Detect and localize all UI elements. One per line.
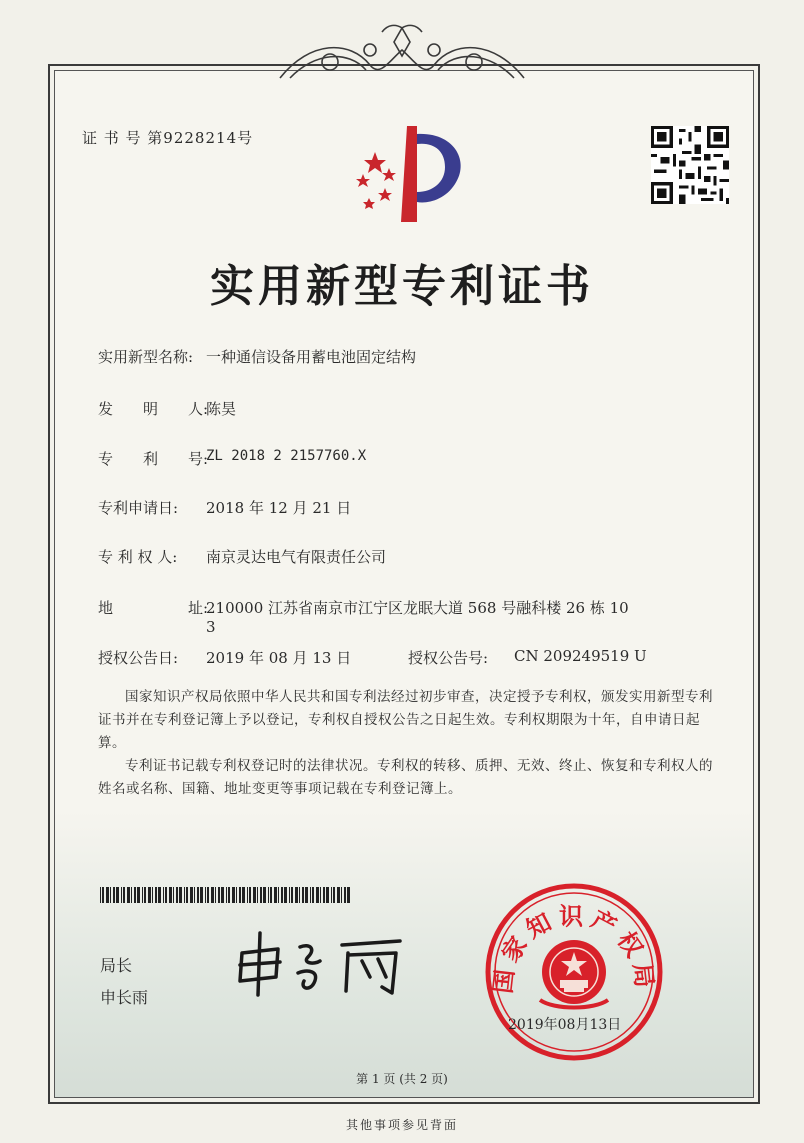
- utility-model-name-label: 实用新型名称:: [98, 348, 194, 366]
- address-value-line2: 3: [206, 618, 216, 636]
- barcode-bar: [320, 887, 321, 903]
- barcode-bar: [270, 887, 272, 903]
- barcode-bar: [127, 887, 130, 903]
- barcode-bar: [176, 887, 178, 903]
- barcode-bar: [344, 887, 346, 903]
- barcode-bar: [169, 887, 172, 903]
- address-value-line1: 210000 江苏省南京市江宁区龙眠大道 568 号融科楼 26 栋 10: [206, 599, 629, 617]
- application-date-value: 2018 年 12 月 21 日: [206, 499, 352, 517]
- barcode-bar: [291, 887, 293, 903]
- barcode-bar: [249, 887, 251, 903]
- barcode-bar: [113, 887, 115, 903]
- barcode-bar: [232, 887, 235, 903]
- barcode-bar: [142, 887, 143, 903]
- barcode-bar: [173, 887, 174, 903]
- barcode-bar: [295, 887, 298, 903]
- barcode-bar: [190, 887, 193, 903]
- patent-number-value: ZL 2018 2 2157760.X: [206, 448, 367, 464]
- barcode-bar: [137, 887, 140, 903]
- handwritten-signature: [230, 925, 430, 1000]
- seal-date: 2019年08月13日: [508, 1017, 622, 1033]
- barcode-bar: [207, 887, 209, 903]
- application-date-label: 专利申请日:: [98, 499, 179, 517]
- barcode-bar: [302, 887, 304, 903]
- barcode-bar: [211, 887, 214, 903]
- barcode-bar: [274, 887, 277, 903]
- certificate-number: 证 书 号 第9228214号: [82, 129, 254, 147]
- barcode-bar: [144, 887, 146, 903]
- statement-paragraph-2: 专利证书记载专利权登记时的法律状况。专利权的转移、质押、无效、终止、恢复和专利权人的姓名或名称、国籍、地址变更等事项记载在专利登记簿上。: [98, 758, 713, 797]
- barcode-bar: [247, 887, 248, 903]
- barcode-bar: [326, 887, 329, 903]
- barcode-bar: [263, 887, 266, 903]
- barcode-bar: [165, 887, 167, 903]
- grant-date-value: 2019 年 08 月 13 日: [206, 649, 352, 667]
- barcode: [100, 887, 350, 903]
- inventor-value: 陈昊: [206, 400, 237, 418]
- barcode-bar: [310, 887, 311, 903]
- barcode-bar: [305, 887, 308, 903]
- patentee-value: 南京灵达电气有限责任公司: [206, 548, 387, 566]
- utility-model-name-value: 一种通信设备用蓄电池固定结构: [206, 348, 417, 366]
- grant-number-label: 授权公告号:: [408, 649, 489, 667]
- barcode-bar: [197, 887, 199, 903]
- barcode-bar: [123, 887, 125, 903]
- barcode-bar: [155, 887, 157, 903]
- barcode-bar: [158, 887, 161, 903]
- barcode-bar: [163, 887, 164, 903]
- barcode-bar: [194, 887, 195, 903]
- barcode-bar: [200, 887, 203, 903]
- barcode-bar: [347, 887, 350, 903]
- inventor-label: 发 明 人:: [98, 400, 209, 418]
- barcode-bar: [281, 887, 283, 903]
- barcode-bar: [186, 887, 188, 903]
- patent-number-label: 专 利 号:: [98, 450, 209, 468]
- patentee-label: 专 利 权 人:: [98, 548, 178, 566]
- barcode-bar: [148, 887, 151, 903]
- barcode-bar: [299, 887, 300, 903]
- barcode-bar: [152, 887, 153, 903]
- barcode-bar: [121, 887, 122, 903]
- barcode-bar: [205, 887, 206, 903]
- barcode-bar: [331, 887, 332, 903]
- top-ornament: [270, 20, 534, 90]
- barcode-bar: [257, 887, 258, 903]
- barcode-bar: [106, 887, 109, 903]
- statement-paragraph-1: 国家知识产权局依照中华人民共和国专利法经过初步审查，决定授予专利权，颁发实用新型专利证书并在专利登记簿上予以登记，专利权自授权公告之日起生效。专利权期限为十年，自申请日起算。: [98, 689, 713, 751]
- grant-date-label: 授权公告日:: [98, 649, 179, 667]
- director-title: 局长: [100, 956, 133, 975]
- barcode-bar: [284, 887, 287, 903]
- address-label: 地 址:: [98, 599, 209, 617]
- page-indicator: 第 1 页 (共 2 页): [356, 1072, 448, 1086]
- director-name: 申长雨: [100, 988, 149, 1007]
- barcode-bar: [179, 887, 182, 903]
- barcode-bar: [226, 887, 227, 903]
- barcode-bar: [289, 887, 290, 903]
- patent-office-logo: [345, 122, 475, 227]
- barcode-bar: [184, 887, 185, 903]
- barcode-bar: [242, 887, 245, 903]
- barcode-bar: [221, 887, 224, 903]
- barcode-bar: [131, 887, 132, 903]
- seal-text: 国家知识产权局: [488, 902, 660, 995]
- footer-note: 其他事项参见背面: [345, 1118, 458, 1132]
- barcode-bar: [278, 887, 279, 903]
- barcode-bar: [268, 887, 269, 903]
- barcode-bar: [134, 887, 136, 903]
- barcode-bar: [239, 887, 241, 903]
- barcode-bar: [215, 887, 216, 903]
- barcode-bar: [323, 887, 325, 903]
- qr-code: [651, 126, 729, 204]
- barcode-bar: [312, 887, 314, 903]
- official-seal: [484, 882, 664, 1062]
- barcode-bar: [228, 887, 230, 903]
- barcode-bar: [116, 887, 119, 903]
- barcode-bar: [110, 887, 111, 903]
- barcode-bar: [341, 887, 342, 903]
- certificate-title: 实用新型专利证书: [210, 261, 594, 312]
- barcode-bar: [253, 887, 256, 903]
- barcode-bar: [337, 887, 340, 903]
- barcode-bar: [102, 887, 104, 903]
- grant-number-value: CN 209249519 U: [514, 647, 647, 665]
- barcode-bar: [333, 887, 335, 903]
- barcode-bar: [260, 887, 262, 903]
- barcode-bar: [316, 887, 319, 903]
- barcode-bar: [100, 887, 101, 903]
- barcode-bar: [236, 887, 237, 903]
- barcode-bar: [218, 887, 220, 903]
